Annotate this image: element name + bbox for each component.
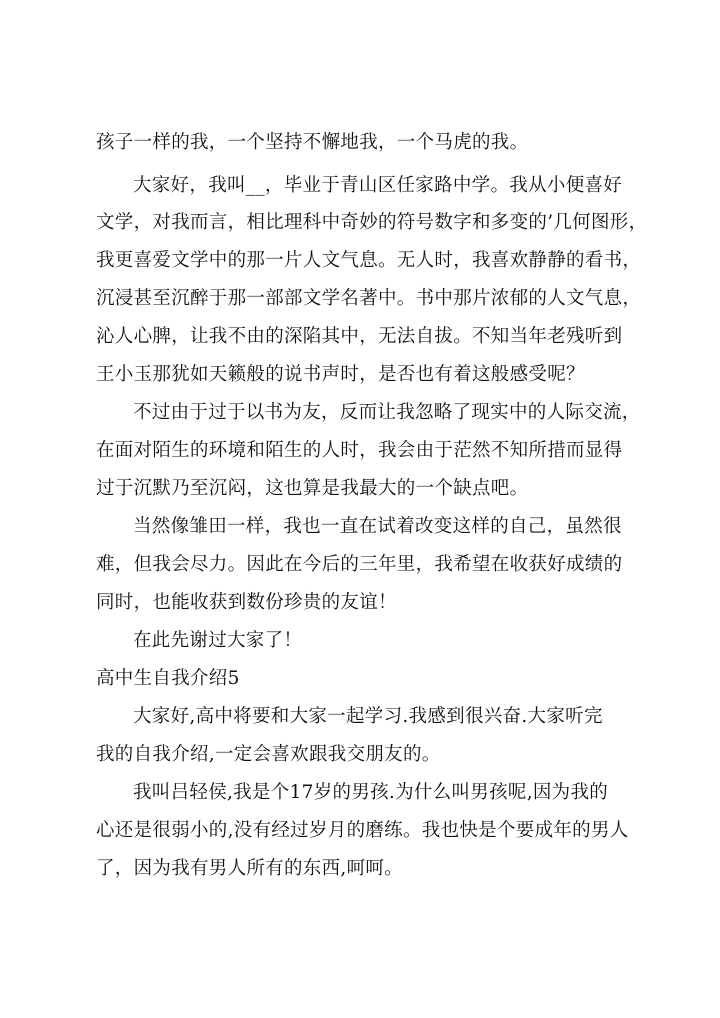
paragraph-first-line: 不过由于过于以书为友，反而让我忽略了现实中的人际交流， (133, 402, 641, 423)
text-line: 我更喜爱文学中的那一片人文气息。无人时，我喜欢静静的看书， (96, 250, 642, 271)
text-line: 沁人心脾，让我不由的深陷其中，无法自拔。不知当年老残听到 (96, 326, 623, 347)
section-heading: 高中生自我介绍5 (96, 668, 240, 689)
text-line: 了，因为我有男人所有的东西,呵呵。 (96, 858, 403, 879)
text-line: 在面对陌生的环境和陌生的人时，我会由于茫然不知所措而显得 (96, 440, 623, 461)
paragraph-first-line: 大家好，我叫__，毕业于青山区任家路中学。我从小便喜好 (133, 175, 623, 196)
text-line: 我的自我介绍,一定会喜欢跟我交朋友的。 (96, 744, 441, 765)
text-line: 心还是很弱小的,没有经过岁月的磨练。我也快是个要成年的男人 (96, 820, 629, 841)
text-line: 过于沉默乃至沉闷，这也算是我最大的一个缺点吧。 (96, 478, 529, 499)
text-line: 难，但我会尽力。因此在今后的三年里，我希望在收获好成绩的 (96, 554, 623, 575)
text-line: 孩子一样的我，一个坚持不懈地我，一个马虎的我。 (96, 132, 529, 153)
text-line: 王小玉那犹如天籁般的说书声时，是否也有着这般感受呢？ (96, 364, 585, 385)
text-line: 文学，对我而言，相比理科中奇妙的符号数字和多变的’几何图形， (96, 212, 648, 233)
paragraph-first-line: 我叫吕轻侯,我是个17岁的男孩.为什么叫男孩呢,因为我的 (133, 782, 609, 803)
paragraph-first-line: 大家好,高中将要和大家一起学习.我感到很兴奋.大家听完 (133, 706, 603, 727)
text-line: 沉浸甚至沉醉于那一部部文学名著中。书中那片浓郁的人文气息， (96, 288, 642, 309)
text-line: 同时，也能收获到数份珍贵的友谊！ (96, 592, 397, 613)
paragraph-first-line: 在此先谢过大家了！ (133, 630, 303, 651)
paragraph-first-line: 当然像雏田一样，我也一直在试着改变这样的自己，虽然很 (133, 516, 622, 537)
